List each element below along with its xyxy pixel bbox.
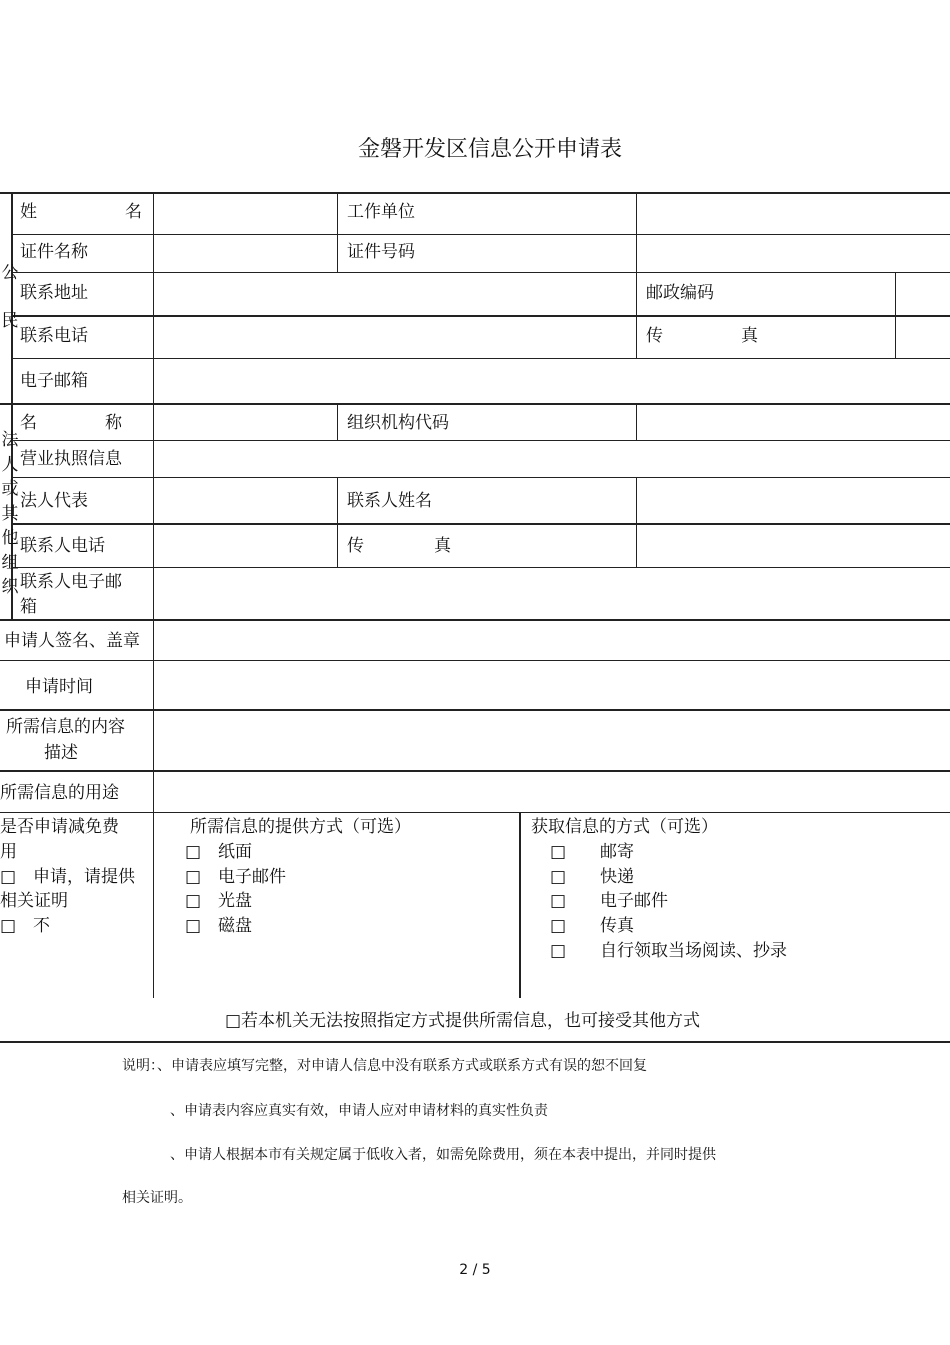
org-group-label: 法 人 或 其 他 组 织 — [1, 430, 19, 597]
signature-label: 申请人签名、盖章 — [4, 631, 140, 651]
obtain-fax-checkbox[interactable]: □ 传真 — [550, 916, 635, 936]
info-desc-label-cont: 描述 — [44, 743, 78, 763]
note-1: 说明：、申请表应填写完整，对申请人信息中没有联系方式或联系方式有误的恕不回复 — [122, 1058, 647, 1074]
citizen-fax-label: 传 真 — [646, 326, 758, 346]
info-desc-label: 所需信息的内容 — [6, 717, 125, 737]
phone-label: 联系电话 — [20, 326, 88, 346]
obtain-self-checkbox[interactable]: □ 自行领取当场阅读、抄录 — [550, 941, 788, 961]
fee-label-cont: 用 — [0, 842, 17, 862]
note-3: 、申请人根据本市有关规定属于低收入者，如需免除费用，须在本表中提出，并同时提供 — [170, 1147, 716, 1163]
obtain-express-checkbox[interactable]: □ 快递 — [550, 867, 635, 887]
note-2: 、申请表内容应真实有效，申请人应对申请材料的真实性负责 — [170, 1103, 548, 1119]
work-unit-label: 工作单位 — [347, 202, 415, 222]
fee-no-checkbox[interactable]: □ 不 — [0, 916, 51, 936]
citizen-group-label: 公 民 — [1, 263, 19, 331]
provide-paper-checkbox[interactable]: □ 纸面 — [185, 842, 253, 862]
contact-email-label: 联系人电子邮 — [20, 572, 122, 592]
id-name-label: 证件名称 — [20, 242, 88, 262]
info-use-label: 所需信息的用途 — [0, 783, 119, 803]
fee-label: 是否申请减免费 — [0, 817, 119, 837]
apply-time-label: 申请时间 — [25, 677, 93, 697]
obtain-email-checkbox[interactable]: □ 电子邮件 — [550, 891, 669, 911]
address-label: 联系地址 — [20, 283, 88, 303]
email-label: 电子邮箱 — [20, 371, 88, 391]
provide-method-title: 所需信息的提供方式（可选） — [190, 817, 411, 837]
fee-apply-checkbox[interactable]: □ 申请，请提供 — [0, 867, 136, 887]
page-number: 2 / 5 — [459, 1262, 491, 1278]
provide-email-checkbox[interactable]: □ 电子邮件 — [185, 867, 287, 887]
form-title: 金磐开发区信息公开申请表 — [357, 137, 622, 162]
alternative-checkbox[interactable]: □若本机关无法按照指定方式提供所需信息，也可接受其他方式 — [225, 1011, 701, 1031]
provide-disk-checkbox[interactable]: □ 磁盘 — [185, 916, 253, 936]
contact-phone-label: 联系人电话 — [20, 536, 105, 556]
license-label: 营业执照信息 — [20, 449, 122, 469]
id-number-label: 证件号码 — [347, 242, 415, 262]
provide-cd-checkbox[interactable]: □ 光盘 — [185, 891, 253, 911]
org-code-label: 组织机构代码 — [347, 413, 449, 433]
contact-email-label-cont: 箱 — [20, 597, 37, 617]
citizen-name-label: 姓 名 — [20, 202, 142, 222]
org-fax-label: 传 真 — [347, 536, 451, 556]
contact-name-label: 联系人姓名 — [347, 491, 432, 511]
fee-apply-checkbox-cont: 相关证明 — [0, 891, 68, 911]
note-3-cont: 相关证明。 — [122, 1190, 192, 1206]
postcode-label: 邮政编码 — [646, 283, 714, 303]
org-name-label: 名 称 — [20, 413, 122, 433]
obtain-method-title: 获取信息的方式（可选） — [531, 817, 718, 837]
legal-rep-label: 法人代表 — [20, 491, 88, 511]
obtain-mail-checkbox[interactable]: □ 邮寄 — [550, 842, 635, 862]
